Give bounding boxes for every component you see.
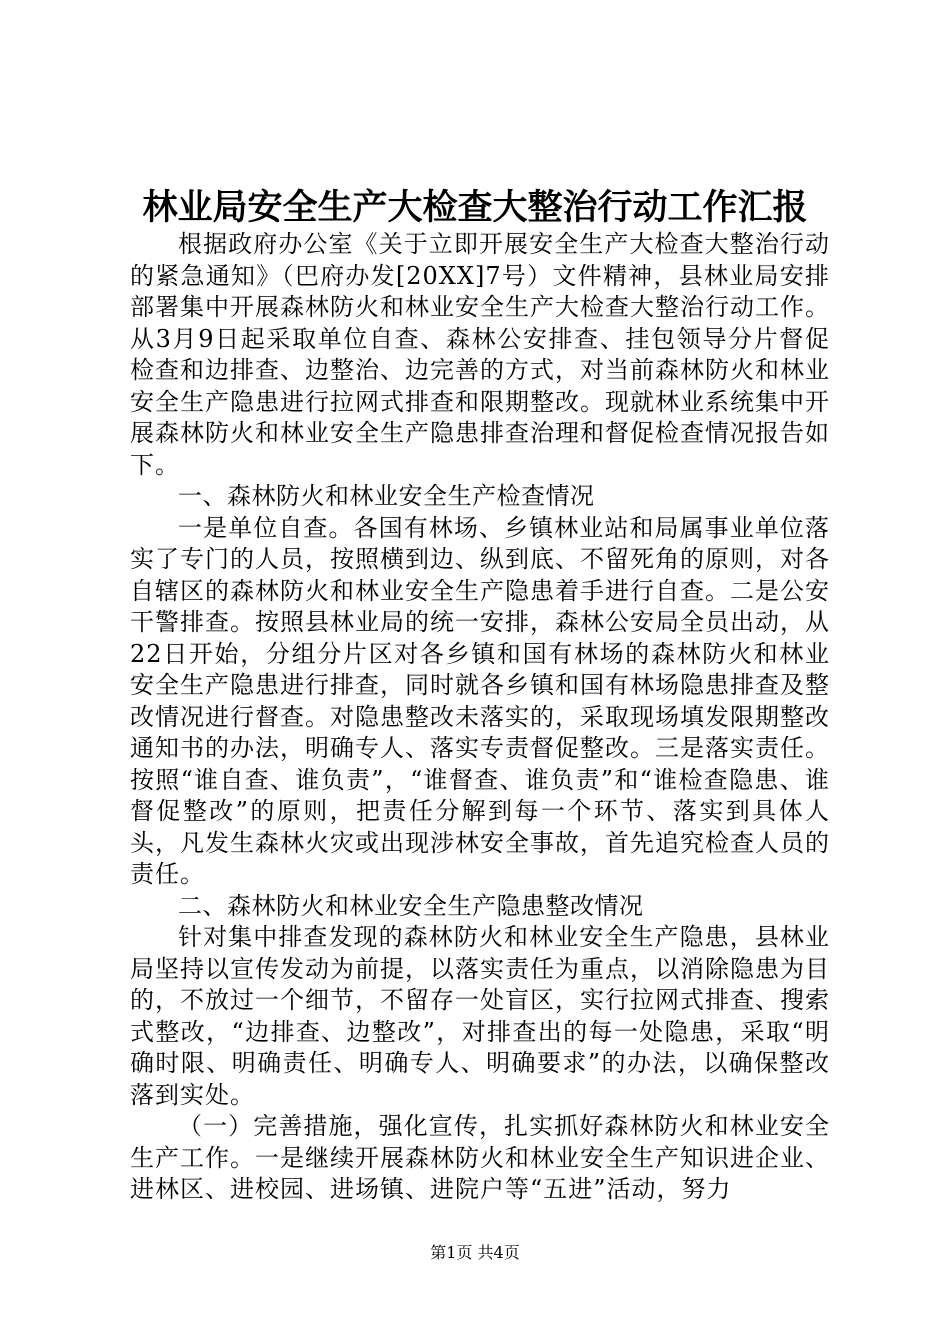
section-heading-2: 二、森林防火和林业安全生产隐患整改情况 — [178, 891, 644, 920]
page-number-footer: 第1页 共4页 — [430, 1243, 520, 1262]
section-2-paragraph: 针对集中排查发现的森林防火和林业安全生产隐患，县林业局坚持以宣传发动为前提，以落实责任为重点，以消除隐患为目的，不放过一个细节，不留存一处盲区，实行拉网式排查、搜索式整改，“边排查、边整改”，对排查出的每一处隐患，采取“明确时限、明确责任、明确专人、明确要求”的办法，以确保整改落到实处。 — [130, 923, 830, 1109]
document-body — [130, 229, 830, 1206]
section-1-paragraph: 一是单位自查。各国有林场、乡镇林业站和局属事业单位落实了专门的人员，按照横到边、纵到底、不留死角的原则，对各自辖区的森林防火和林业安全生产隐患着手进行自查。二是公安干警排查。按照县林业局的统一安排，森林公安局全员出动，从22日开始，分组分片区对各乡镇和国有林场的森林防火和林业安全生产隐患进行排查，同时就各乡镇和国有林场隐患排查及整改情况进行督查。对隐患整改未落实的，采取现场填发限期整改通知书的办法，明确专人、落实专责督促整改。三是落实责任。按照“谁自查、谁负责”，“谁督查、谁负责”和“谁检查隐患、谁督促整改”的原则，把责任分解到每一个环节、落实到具体人头，凡发生森林火灾或出现涉林安全事故，首先追究检查人员的责任。 — [130, 513, 830, 888]
section-heading-1: 一、森林防火和林业安全生产检查情况 — [178, 482, 595, 510]
subsection-1-paragraph: （一）完善措施，强化宣传，扎实抓好森林防火和林业安全生产工作。一是继续开展森林防火和林业安全生产知识进企业、进林区、进校园、进场镇、进院户等“五进”活动，努力 — [130, 1112, 830, 1203]
document-title: 林业局安全生产大检查大整治行动工作汇报 — [142, 187, 808, 228]
intro-paragraph: 根据政府办公室《关于立即开展安全生产大检查大整治行动的紧急通知》（巴府办发[20XX]7号）文件精神，县林业局安排部署集中开展森林防火和林业安全生产大检查大整治行动工作。从3月9日起采取单位自查、森林公安排查、挂包领导分片督促检查和边排查、边整治、边完善的方式，对当前森林防火和林业安全生产隐患进行拉网式排查和限期整改。现就林业系统集中开展森林防火和林业安全生产隐患排查治理和督促检查情况报告如下。 — [130, 230, 830, 479]
